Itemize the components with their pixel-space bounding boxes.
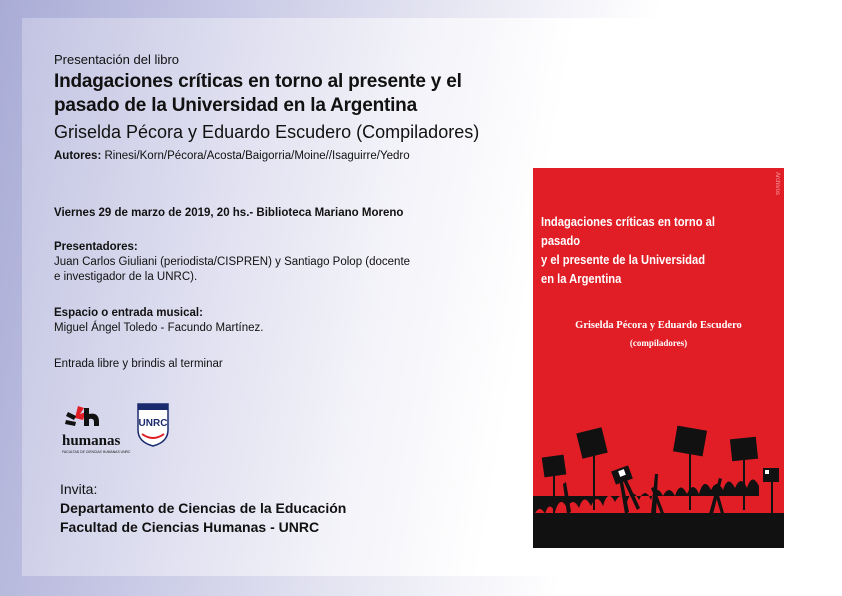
book-cover-authors: Griselda Pécora y Eduardo Escudero bbox=[575, 320, 742, 331]
humanas-icon bbox=[65, 406, 99, 426]
logos bbox=[62, 402, 172, 458]
authors-list: Rinesi/Korn/Pécora/Acosta/Baigorria/Moine//Isaguirre/Yedro bbox=[104, 150, 410, 162]
invite-label: Invita: bbox=[60, 481, 98, 497]
book-title-line-1: Indagaciones críticas en torno al pasado bbox=[541, 214, 715, 248]
title-line-2: pasado de la Universidad en la Argentina bbox=[54, 95, 417, 116]
book-title-line-2: y el presente de la Universidad bbox=[541, 252, 706, 267]
unrc-shield-icon bbox=[138, 404, 168, 446]
presenters-line-1: Juan Carlos Giuliani (periodista/CISPREN) y Santiago Polop (docente bbox=[54, 256, 411, 268]
authors-line bbox=[54, 150, 514, 162]
invite-department: Departamento de Ciencias de la Educación bbox=[60, 500, 347, 516]
music-block bbox=[54, 306, 474, 336]
event-date-place bbox=[54, 206, 474, 221]
header-block bbox=[54, 52, 514, 162]
book-cover-compilers: (compiladores) bbox=[629, 338, 688, 348]
entry-note: Entrada libre y brindis al terminar bbox=[54, 358, 223, 370]
book-title-line-3: en la Argentina bbox=[541, 271, 622, 286]
humanas-word: humanas bbox=[62, 433, 121, 449]
book-title bbox=[54, 70, 514, 118]
title-line-1: Indagaciones críticas en torno al presente y el bbox=[54, 71, 462, 92]
presenters-block bbox=[54, 240, 474, 285]
presenters-line-2: e investigador de la UNRC). bbox=[54, 271, 198, 283]
unrc-word: UNRC bbox=[138, 418, 168, 429]
authors-label: Autores: bbox=[54, 150, 102, 162]
book-spine-text: Archivos bbox=[774, 172, 780, 196]
crowd-silhouette-icon bbox=[533, 418, 784, 548]
invite-block bbox=[60, 480, 346, 537]
invite-faculty: Facultad de Ciencias Humanas - UNRC bbox=[60, 519, 320, 535]
music-label: Espacio o entrada musical: bbox=[54, 307, 203, 319]
humanas-sub: FACULTAD DE CIENCIAS HUMANAS UNRC bbox=[62, 450, 131, 454]
book-cover-title bbox=[541, 212, 744, 288]
presenters-label: Presentadores: bbox=[54, 241, 138, 253]
compilers: Griselda Pécora y Eduardo Escudero (Compiladores) bbox=[54, 122, 480, 142]
pre-title: Presentación del libro bbox=[54, 52, 180, 67]
event-date-text: Viernes 29 de marzo de 2019, 20 hs.- Biblioteca Mariano Moreno bbox=[54, 207, 404, 219]
music-text: Miguel Ángel Toledo - Facundo Martínez. bbox=[54, 322, 264, 334]
humanas-logo bbox=[62, 402, 172, 458]
book-cover bbox=[533, 168, 784, 548]
